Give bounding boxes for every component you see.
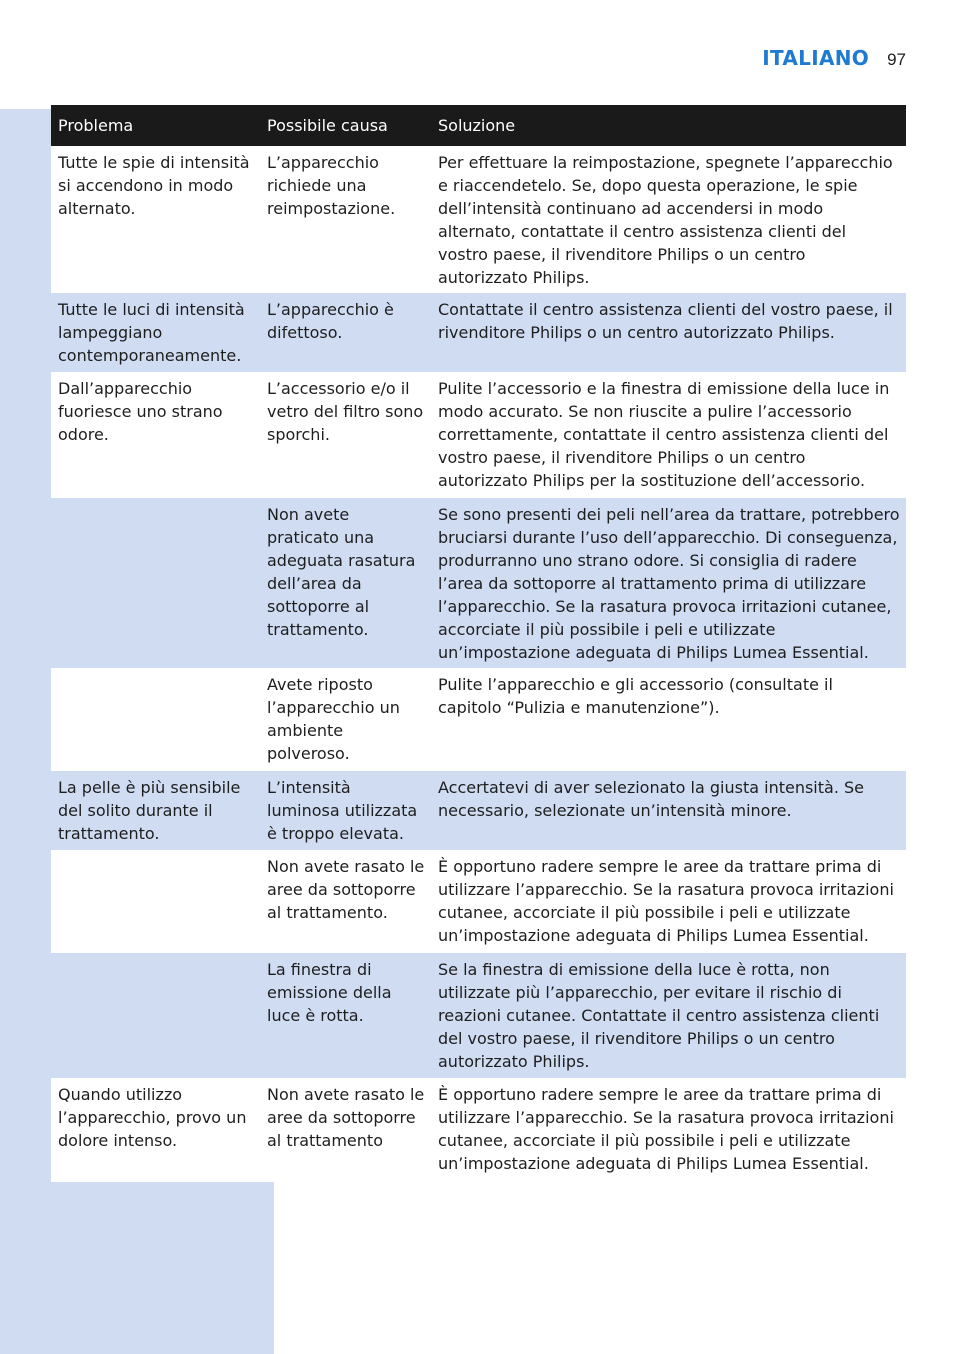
problem-cell: Dall’apparecchio fuoriesce uno strano odore. [58,379,223,444]
table-row [51,498,906,668]
cause-cell: La finestra di emissione della luce è rotta. [267,960,392,1025]
solution-cell: È opportuno radere sempre le aree da trattare prima di utilizzare l’apparecchio. Se la rasatura provoca irritazioni cutanee, accorciate il più possibile i peli e utilizzate un’impostazione adeguata di Philips Lumea Essential. [438,1085,894,1173]
problem-cell [51,503,260,668]
cause-cell: L’accessorio e/o il vetro del filtro sono sporchi. [267,379,424,444]
problem-cell [51,855,260,953]
solution-cell: È opportuno radere sempre le aree da trattare prima di utilizzare l’apparecchio. Se la rasatura provoca irritazioni cutanee, accorciate il più possibile i peli e utilizzate un’impostazione adeguata di Philips Lumea Essential. [438,857,894,945]
cause-cell: L’apparecchio richiede una reimpostazione. [267,153,396,218]
cause-cell: L’intensità luminosa utilizzata è troppo elevata. [267,778,418,843]
problem-cell: La pelle è più sensibile del solito durante il trattamento. [58,778,241,843]
page-number: 97 [887,50,906,69]
table-row [51,1078,906,1182]
column-header-cause: Possibile causa [267,116,388,135]
cause-cell: Non avete rasato le aree da sottoporre al trattamento. [267,857,425,922]
page-header [762,46,906,70]
table-row [51,850,906,953]
table-row [51,146,906,293]
table-body [51,146,906,1182]
solution-cell: Contattate il centro assistenza clienti del vostro paese, il rivenditore Philips o un centro autorizzato Philips. [438,300,893,342]
table-header [51,105,906,146]
table-row [51,668,906,771]
solution-cell: Se sono presenti dei peli nell’area da trattare, potrebbero bruciarsi durante l’uso dell’apparecchio. Di conseguenza, produrranno uno strano odore. Si consiglia di radere l’area da sottoporre al trattamento prima di utilizzare l’apparecchio. Se la rasatura provoca irritazioni cutanee, accorciate il più possibile i peli e utilizzate un’impostazione adeguata di Philips Lumea Essential. [438,505,900,662]
solution-cell: Accertatevi di aver selezionato la giusta intensità. Se necessario, selezionate un’intensità minore. [438,778,864,820]
cause-cell: Non avete praticato una adeguata rasatura dell’area da sottoporre al trattamento. [267,505,416,639]
problem-cell: Quando utilizzo l’apparecchio, provo un dolore intenso. [58,1085,247,1150]
cause-cell: Non avete rasato le aree da sottoporre al trattamento [267,1085,425,1150]
problem-cell: Tutte le luci di intensità lampeggiano contemporaneamente. [58,300,245,365]
table-row [51,953,906,1078]
table-row [51,372,906,498]
language-title: ITALIANO [762,46,870,70]
column-header-problem: Problema [58,116,134,135]
table-row [51,293,906,372]
column-header-solution: Soluzione [438,116,516,135]
problem-cell [51,673,260,771]
troubleshooting-table [51,105,906,1182]
problem-cell [51,958,260,1078]
cause-cell: L’apparecchio è difettoso. [267,300,394,342]
cause-cell: Avete riposto l’apparecchio un ambiente polveroso. [267,675,400,763]
solution-cell: Se la finestra di emissione della luce è rotta, non utilizzate più l’apparecchio, per evitare il rischio di reazioni cutanee. Contattate il centro assistenza clienti del vostro paese, il rivenditore Philips o un centro autorizzato Philips. [438,960,880,1071]
solution-cell: Pulite l’accessorio e la finestra di emissione della luce in modo accurato. Se non riuscite a pulire l’accessorio correttamente, contattate il centro assistenza clienti del vostro paese, il rivenditore Philips o un centro autorizzato Philips per la sostituzione dell’accessorio. [438,379,890,490]
solution-cell: Pulite l’apparecchio e gli accessorio (consultate il capitolo “Pulizia e manutenzione”). [438,675,833,717]
table-row [51,771,906,850]
problem-cell: Tutte le spie di intensità si accendono in modo alternato. [58,153,250,218]
solution-cell: Per effettuare la reimpostazione, spegnete l’apparecchio e riaccendetelo. Se, dopo questa operazione, le spie dell’intensità continuano ad accendersi in modo alternato, contattate il centro assistenza clienti del vostro paese, il rivenditore Philips o un centro autorizzato Philips. [438,153,893,287]
